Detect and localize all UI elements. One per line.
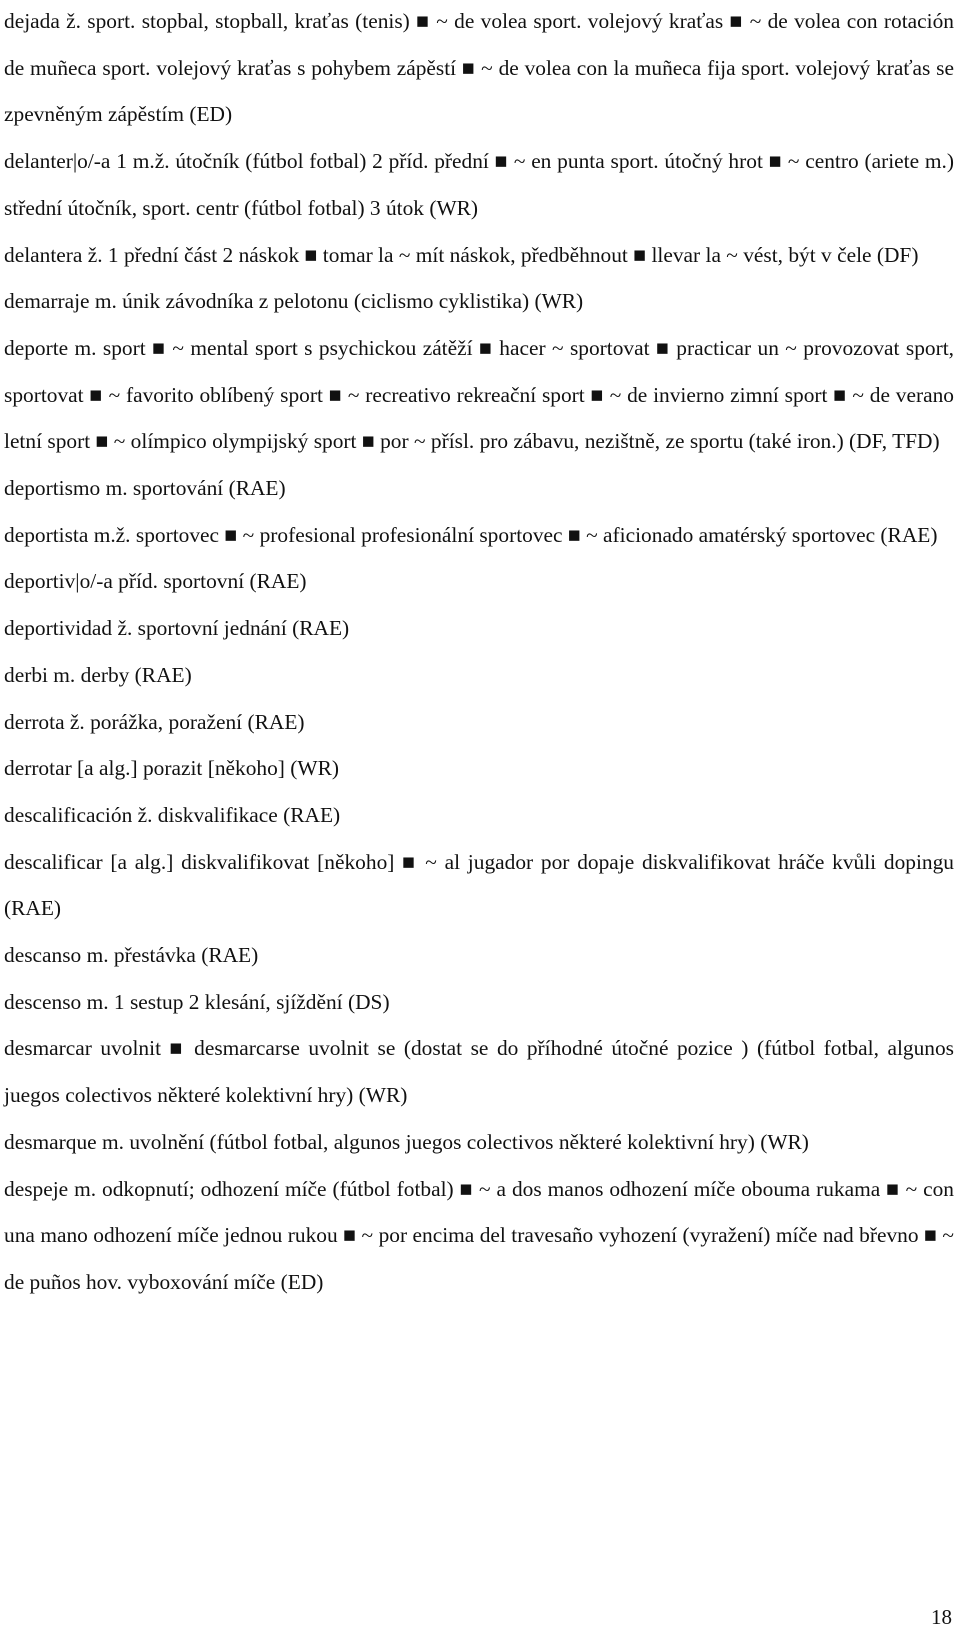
entry-descanso: descanso m. přestávka (RAE) bbox=[4, 943, 259, 968]
dictionary-page bbox=[4, 0, 954, 1306]
entry-desmarque: desmarque m. uvolnění (fútbol fotbal, algunos juegos colectivos některé kolektivní hry) (WR) bbox=[4, 1129, 809, 1154]
entry-descalificacion: descalificación ž. diskvalifikace (RAE) bbox=[4, 802, 341, 827]
entry-delantera: delantera ž. 1 přední část 2 náskok ■ tomar la ~ mít náskok, předběhnout ■ llevar la ~ vést, být v čele (DF) bbox=[4, 242, 919, 267]
entry-delantero: delanter|o/-a 1 m.ž. útočník (fútbol fotbal) 2 příd. přední ■ ~ en punta sport. útočný hrot ■ ~ centro (ariete m.) střední útočník, sport. centr (fútbol fotbal) 3 útok (WR) bbox=[4, 149, 954, 220]
entry-deportividad: deportividad ž. sportovní jednání (RAE) bbox=[4, 616, 350, 641]
entry-derbi: derbi m. derby (RAE) bbox=[4, 662, 192, 687]
entry-demarraje: demarraje m. únik závodníka z pelotonu (ciclismo cyklistika) (WR) bbox=[4, 289, 584, 314]
entry-deportismo: deportismo m. sportování (RAE) bbox=[4, 476, 286, 501]
entry-deporte: deporte m. sport ■ ~ mental sport s psychickou zátěží ■ hacer ~ sportovat ■ practicar un ~ provozovat sport, sportovat ■ ~ favorito oblíbený sport ■ ~ recreativo rekreační sport ■ ~ de invierno zimní sport ■ ~ de verano letní sport ■ ~ olímpico olympijský sport ■ por ~ přísl. pro zábavu, nezištně, ze sportu (také iron.) (DF, TFD) bbox=[4, 335, 954, 454]
entry-deportista: deportista m.ž. sportovec ■ ~ profesional profesionální sportovec ■ ~ aficionado amatérský sportovec (RAE) bbox=[4, 522, 938, 547]
entry-deportivo: deportiv|o/-a příd. sportovní (RAE) bbox=[4, 569, 307, 594]
page-number: 18 bbox=[931, 1605, 952, 1629]
entry-derrota: derrota ž. porážka, poražení (RAE) bbox=[4, 709, 305, 734]
entry-descenso: descenso m. 1 sestup 2 klesání, sjíždění (DS) bbox=[4, 989, 390, 1014]
entry-derrotar: derrotar [a alg.] porazit [někoho] (WR) bbox=[4, 756, 339, 781]
entry-dejada: dejada ž. sport. stopbal, stopball, kraťas (tenis) ■ ~ de volea sport. volejový kraťas ■ ~ de volea con rotación de muñeca sport. volejový kraťas s pohybem zápěstí ■ ~ de volea con la muñeca fija sport. volejový kraťas se zpevněným zápěstím (ED) bbox=[4, 9, 954, 127]
entry-descalificar: descalificar [a alg.] diskvalifikovat [někoho] ■ ~ al jugador por dopaje diskvalifikovat hráče kvůli dopingu (RAE) bbox=[4, 849, 954, 921]
entry-desmarcar: desmarcar uvolnit ■ desmarcarse uvolnit se (dostat se do příhodné útočné pozice ) (fútbol fotbal, algunos juegos colectivos některé kolektivní hry) (WR) bbox=[4, 1036, 954, 1108]
entry-despeje: despeje m. odkopnutí; odhození míče (fútbol fotbal) ■ ~ a dos manos odhození míče obouma rukama ■ ~ con una mano odhození míče jednou rukou ■ ~ por encima del travesaño vyhození (vyražení) míče nad břevno ■ ~ de puños hov. vyboxování míče (ED) bbox=[4, 1176, 954, 1294]
